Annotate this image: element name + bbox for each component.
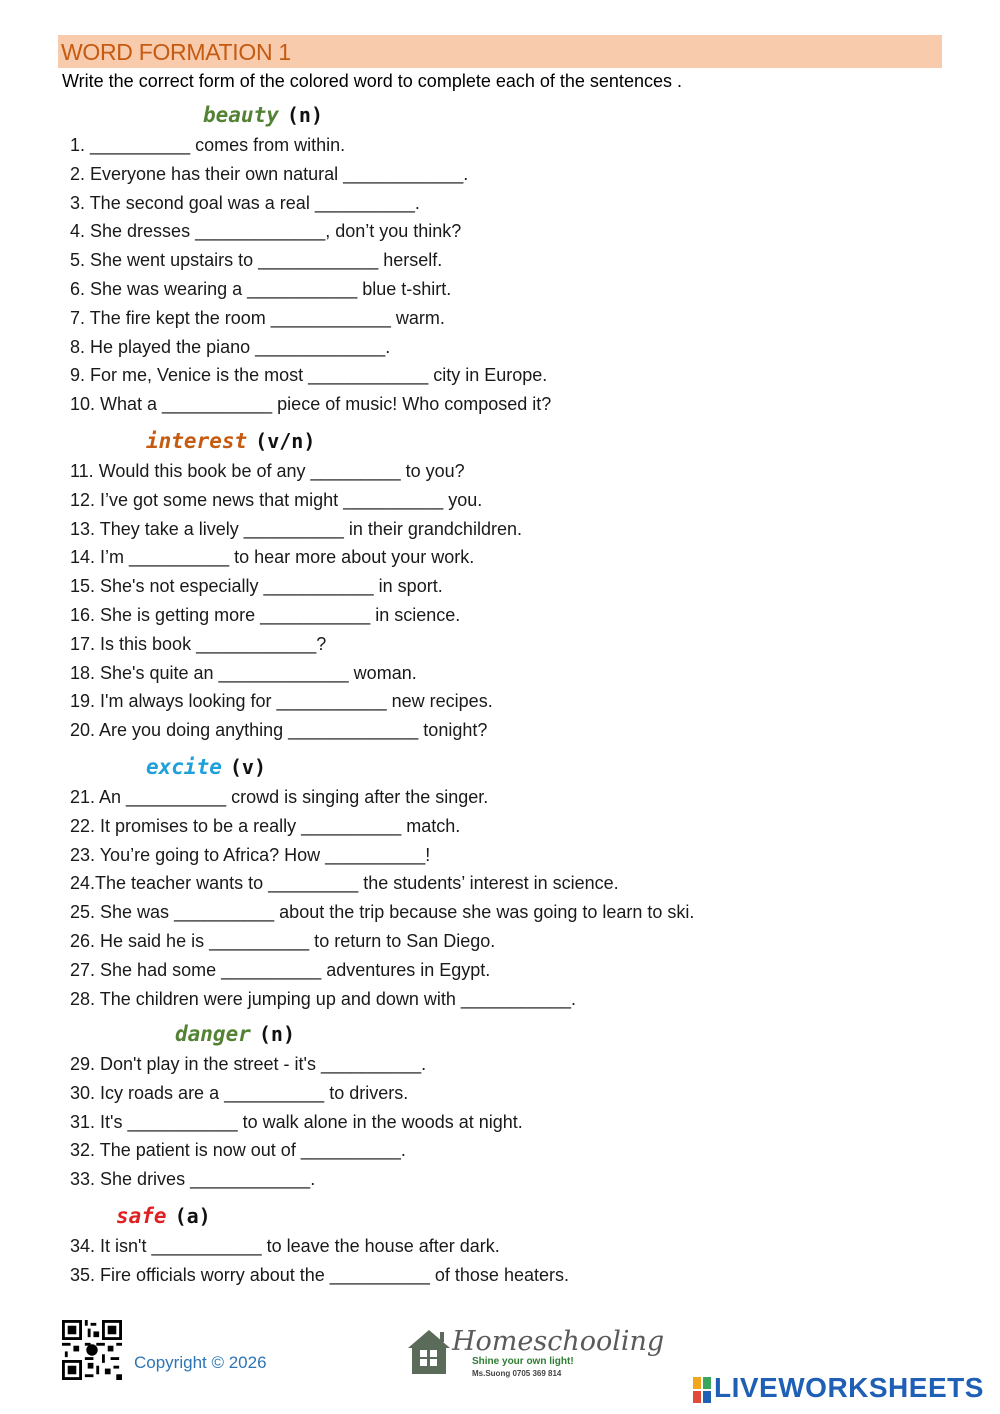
liveworksheets-icon (693, 1377, 711, 1403)
house-icon (406, 1328, 452, 1376)
part-of-speech: (n) (286, 102, 323, 127)
sentence-item: 5. She went upstairs to ____________ herself. (70, 250, 443, 271)
section-heading (70, 98, 950, 131)
title-bar (58, 35, 942, 68)
keyword: danger (175, 1021, 251, 1046)
part-of-speech: (v/n) (255, 428, 316, 453)
section-heading (70, 1199, 950, 1232)
logo-tagline: Shine your own light! (472, 1356, 574, 1367)
sentence-item: 11. Would this book be of any _________ to you? (70, 461, 465, 481)
keyword: beauty (203, 102, 279, 127)
part-of-speech: (v) (229, 754, 266, 779)
keyword: interest (146, 428, 248, 453)
logo-name: Homeschooling (452, 1326, 665, 1357)
sentence-item: 15. She's not especially ___________ in sport. (70, 576, 443, 597)
sentence-item: 14. I’m __________ to hear more about your work. (70, 547, 475, 568)
sentence-item: 32. The patient is now out of __________. (70, 1140, 406, 1161)
qr-code-icon (62, 1320, 122, 1380)
sentence-item: 20. Are you doing anything _____________ tonight? (70, 720, 488, 741)
sentence-item: 7. The fire kept the room ____________ warm. (70, 307, 445, 328)
sentence-item: 27. She had some __________ adventures in Egypt. (70, 959, 491, 980)
sentence-item: 31. It's ___________ to walk alone in the woods at night. (70, 1111, 523, 1132)
sentence-item: 9. For me, Venice is the most ____________ city in Europe. (70, 365, 548, 386)
sentence-item: 25. She was __________ about the trip because she was going to learn to ski. (70, 902, 695, 923)
sentence-item: 16. She is getting more ___________ in science. (70, 604, 461, 625)
keyword: excite (146, 754, 222, 779)
section-excite (70, 750, 950, 1013)
copyright: Copyright © 2026 (134, 1353, 267, 1372)
sentence-item: 4. She dresses _____________, don’t you think? (70, 221, 462, 242)
section-danger (70, 1017, 950, 1194)
sentence-item: 17. Is this book ____________? (70, 633, 327, 654)
logo-contact: Ms.Suong 0705 369 814 (472, 1369, 562, 1378)
sentence-item: 13. They take a lively __________ in their grandchildren. (70, 518, 522, 539)
part-of-speech: (n) (258, 1021, 295, 1046)
keyword: safe (116, 1203, 167, 1228)
sentence-item: 6. She was wearing a ___________ blue t-shirt. (70, 278, 452, 299)
sentence-item: 34. It isn't ___________ to leave the house after dark. (70, 1236, 500, 1256)
sentence-item: 28. The children were jumping up and down with ___________. (70, 988, 577, 1009)
instruction: Write the correct form of the colored word to complete each of the sentences . (62, 71, 682, 91)
section-heading (70, 750, 950, 783)
sentence-item: 24.The teacher wants to _________ the students’ interest in science. (70, 873, 619, 894)
sentence-item: 8. He played the piano _____________. (70, 336, 391, 357)
sentence-item: 19. I'm always looking for ___________ new recipes. (70, 691, 493, 712)
sentence-item: 12. I’ve got some news that might __________ you. (70, 489, 483, 510)
section-heading (70, 424, 950, 457)
section-heading (70, 1017, 950, 1050)
sentence-item: 3. The second goal was a real __________. (70, 192, 420, 213)
sentence-item: 23. You’re going to Africa? How __________! (70, 844, 431, 865)
sentence-item: 18. She's quite an _____________ woman. (70, 662, 417, 683)
part-of-speech: (a) (174, 1203, 211, 1228)
sentence-item: 22. It promises to be a really __________ match. (70, 815, 461, 836)
sentence-item: 1. __________ comes from within. (70, 135, 346, 155)
section-safe (70, 1199, 950, 1290)
sentence-item: 33. She drives ____________. (70, 1169, 316, 1190)
sentence-item: 2. Everyone has their own natural ____________. (70, 163, 469, 184)
sentence-item: 35. Fire officials worry about the __________ of those heaters. (70, 1264, 569, 1285)
section-interest (70, 424, 950, 745)
page-title: WORD FORMATION 1 (61, 39, 291, 65)
sentence-item: 21. An __________ crowd is singing after the singer. (70, 787, 489, 807)
sentence-item: 10. What a ___________ piece of music! Who composed it? (70, 394, 552, 415)
sentence-item: 26. He said he is __________ to return to San Diego. (70, 930, 496, 951)
sentence-item: 30. Icy roads are a __________ to drivers. (70, 1082, 409, 1103)
section-beauty (70, 98, 950, 419)
sentence-item: 29. Don't play in the street - it's __________. (70, 1054, 427, 1074)
liveworksheets-brand: LIVEWORKSHEETS (714, 1372, 984, 1403)
